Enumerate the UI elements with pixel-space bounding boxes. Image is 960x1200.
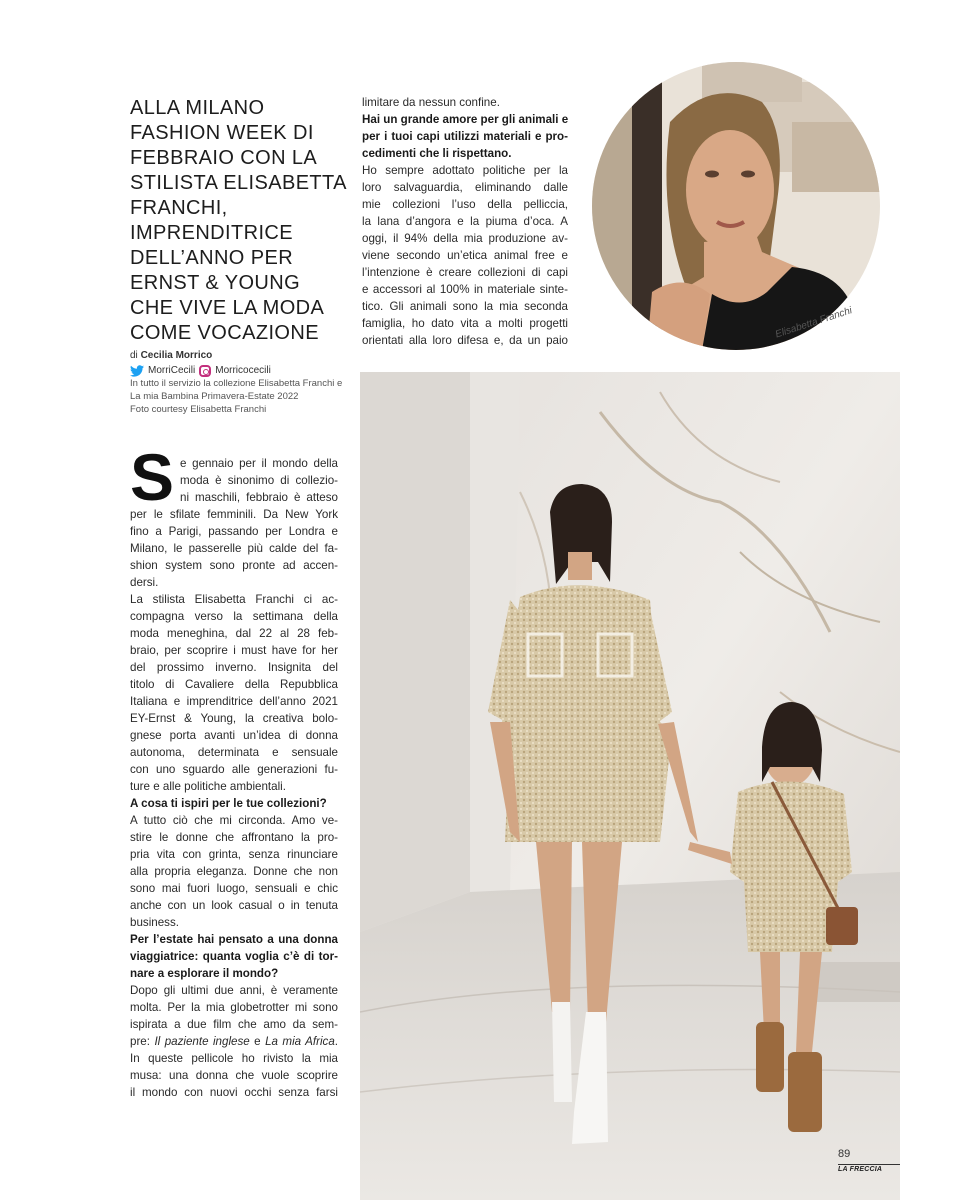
text-line: compagna verso la settimana della: [130, 610, 338, 623]
text-line: EY-Ernst & Young, la creativa bolo-: [130, 712, 338, 725]
headline-line: STILISTA ELISABETTA: [130, 172, 347, 194]
question-line: A cosa ti ispiri per le tue collezioni?: [130, 797, 327, 810]
collection-credit: In tutto il servizio la collezione Elisabetta Franchi e La mia Bambina Primavera-Estate 2022: [130, 378, 343, 402]
twitter-handle: MorriCecili: [148, 365, 196, 376]
text-line: gnese porta avanti un’idea di donna: [130, 729, 338, 742]
headline-line: CHE VIVE LA MODA: [130, 297, 325, 319]
text-line: orientati alla loro difesa e, da un paio: [362, 334, 568, 347]
author-name: Cecilia Morrico: [140, 350, 213, 361]
question-line: Hai un grande amore per gli animali e: [362, 113, 569, 126]
folio-rule: [838, 1164, 900, 1165]
text-line: moda meneghina, dal 22 al 28 feb-: [130, 627, 338, 640]
text-line: molta. Per la mia globetrotter mi sono: [130, 1001, 338, 1014]
film-title: La mia Africa: [265, 1035, 335, 1048]
question-line: per i tuoi capi utilizzi materiali e pro-: [362, 130, 568, 143]
author-line: [130, 350, 345, 362]
headline-line: ERNST & YOUNG: [130, 272, 301, 294]
text-line: ture e alle politiche ambientali.: [130, 780, 286, 793]
text-line: Dopo gli ultimi due anni, è veramente: [130, 984, 338, 997]
text-line: alla propria eleganza. Donne che non: [130, 865, 338, 878]
page-number: 89: [838, 1148, 851, 1160]
text-line: A tutto ciò che mi circonda. Amo ve-: [130, 814, 338, 827]
text-line: In queste pellicole ho rivisto la mia: [130, 1052, 338, 1065]
text-line: famiglia, ho dato vita a molti progetti: [362, 317, 568, 330]
question-line: Per l’estate hai pensato a una donna: [130, 933, 338, 946]
text-line: limitare da nessun confine.: [362, 96, 500, 109]
byline: [130, 350, 345, 417]
text-line: moda è sinonimo di collezio-: [180, 474, 338, 487]
text-line: fino a Parigi, passando per Londra e: [130, 525, 338, 538]
headline-line: COME VOCAZIONE: [130, 322, 319, 344]
text-line: con uno sguardo alle generazioni fu-: [130, 763, 338, 776]
headline-line: FEBBRAIO CON LA: [130, 147, 318, 169]
question-line: viaggiatrice: quanta voglia c’è di tor-: [130, 950, 338, 963]
text-line: loro salvaguardia, eliminando dalle: [362, 181, 568, 194]
social-handles: [130, 365, 345, 377]
text-line: l’intenzione è creare collezioni di capi: [362, 266, 568, 279]
text-line: anche con un look casual o in tenuta: [130, 899, 338, 912]
instagram-icon: [199, 365, 211, 377]
text-line: shion system sono pronte ad accen-: [130, 559, 338, 572]
article-intro: [180, 455, 338, 506]
text-line: tico. Gli animali sono la mia seconda: [362, 300, 568, 313]
text-line: dersi.: [130, 576, 159, 589]
text-line: oggi, il 94% della mia produzione av-: [362, 232, 568, 245]
article-headline: [130, 96, 350, 346]
text-line: titolo di Cavaliere della Repubblica: [130, 678, 338, 691]
instagram-handle: Morricocecili: [215, 365, 271, 376]
designer-portrait: [592, 62, 880, 350]
question-line: cedimenti che li rispettano.: [362, 147, 512, 160]
text-line: mie collezioni l’uso della pelliccia,: [362, 198, 568, 211]
headline-line: FASHION WEEK DI: [130, 122, 314, 144]
photo-credit: Foto courtesy Elisabetta Franchi: [130, 404, 267, 415]
text-line: autonoma, determinata e sensuale: [130, 746, 338, 759]
text-line: sono mai fuori luogo, sensuali e chic: [130, 882, 338, 895]
text-line: e accessori al 100% in materiale sinte-: [362, 283, 568, 296]
portrait-image: [592, 62, 880, 350]
text-line: del prossimo inverno. Insignita del: [130, 661, 338, 674]
drop-cap: S: [130, 440, 175, 514]
text-line: viene secondo un’etica animal free e: [362, 249, 568, 262]
text-line: e gennaio per il mondo della: [180, 457, 338, 470]
text-line: Milano, le passerelle più calde del fa-: [130, 542, 338, 555]
headline-line: IMPRENDITRICE: [130, 222, 293, 244]
text-line: musa: una donna che vuole scoprire: [130, 1069, 338, 1082]
text-line: ispirata a due film che amo da sem-: [130, 1018, 338, 1031]
headline-line: ALLA MILANO: [130, 97, 265, 119]
text-line: La stilista Elisabetta Franchi ci ac-: [130, 593, 338, 606]
author-prefix: di: [130, 350, 138, 361]
text-line: Ho sempre adottato politiche per la: [362, 164, 568, 177]
text-line: pria vita con grinta, senza rinunciare: [130, 848, 338, 861]
portrait-caption: Elisabetta Franchi: [774, 305, 854, 341]
magazine-brand: LA FRECCIA: [838, 1166, 883, 1173]
text-line: Italiana e imprenditrice dell’anno 2021: [130, 695, 338, 708]
headline-line: FRANCHI,: [130, 197, 228, 219]
text-line: ni maschili, febbraio è atteso: [180, 491, 338, 504]
headline-line: DELL’ANNO PER: [130, 247, 294, 269]
text-line: pre: Il paziente inglese e La mia Africa.: [130, 1035, 339, 1048]
text-line: stire le donne che affrontano la pro-: [130, 831, 338, 844]
text-line: la lana d’angora e la piuma d’oca. A: [362, 215, 568, 228]
question-line: nare a esplorare il mondo?: [130, 967, 279, 980]
runway-image: [360, 372, 900, 1200]
runway-photo: [360, 372, 900, 1200]
text-line: per le sfilate femminili. Da New York: [130, 508, 338, 521]
text-line: il mondo con nuovi occhi senza farsi: [130, 1086, 338, 1099]
film-title: Il paziente inglese: [154, 1035, 250, 1048]
article-column-right: [362, 94, 568, 349]
text-line: braio, per scoprire i must have for her: [130, 644, 338, 657]
text-line: business.: [130, 916, 179, 929]
article-column-left: [130, 506, 338, 1101]
twitter-icon: [130, 365, 144, 377]
